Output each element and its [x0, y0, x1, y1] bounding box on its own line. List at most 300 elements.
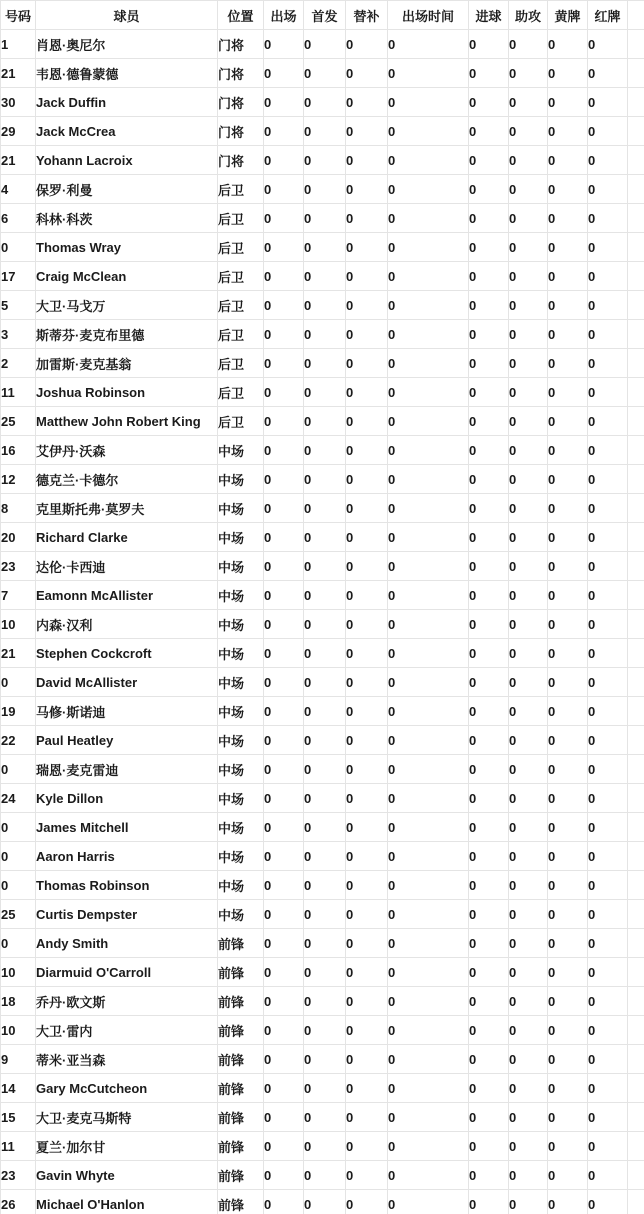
stat-yellow-cards: 0 [548, 30, 588, 59]
stat-minutes: 0 [388, 581, 469, 610]
stat-assists: 0 [509, 349, 548, 378]
player-number: 10 [1, 958, 36, 987]
stat-red-cards: 0 [588, 59, 628, 88]
stat-assists: 0 [509, 1016, 548, 1045]
table-row [1, 204, 644, 233]
player-name: 大卫·雷内 [36, 1016, 218, 1045]
stat-red-cards: 0 [588, 726, 628, 755]
stat-substitute: 0 [346, 1016, 388, 1045]
player-name: 达伦·卡西迪 [36, 552, 218, 581]
stat-substitute: 0 [346, 233, 388, 262]
column-header-number: 号码 [1, 1, 36, 30]
stat-red-cards: 0 [588, 88, 628, 117]
table-row [1, 958, 644, 987]
table-row [1, 494, 644, 523]
player-position: 前锋 [218, 1045, 264, 1074]
stat-goals: 0 [469, 30, 509, 59]
stat-yellow-cards: 0 [548, 291, 588, 320]
stat-substitute: 0 [346, 436, 388, 465]
stat-yellow-cards: 0 [548, 871, 588, 900]
stat-assists: 0 [509, 117, 548, 146]
stat-assists: 0 [509, 262, 548, 291]
table-row [1, 378, 644, 407]
stat-substitute: 0 [346, 291, 388, 320]
stat-goals: 0 [469, 668, 509, 697]
stat-substitute: 0 [346, 262, 388, 291]
stat-assists: 0 [509, 813, 548, 842]
stat-substitute: 0 [346, 755, 388, 784]
player-name: Yohann Lacroix [36, 146, 218, 175]
stat-minutes: 0 [388, 1045, 469, 1074]
stat-minutes: 0 [388, 204, 469, 233]
stat-appearances: 0 [264, 581, 304, 610]
stat-minutes: 0 [388, 59, 469, 88]
stat-yellow-cards: 0 [548, 842, 588, 871]
stat-yellow-cards: 0 [548, 436, 588, 465]
row-filler [628, 117, 644, 146]
row-filler [628, 1103, 644, 1132]
player-number: 10 [1, 610, 36, 639]
column-header-minutes: 出场时间 [388, 1, 469, 30]
stat-red-cards: 0 [588, 1103, 628, 1132]
table-row [1, 1016, 644, 1045]
stat-starts: 0 [304, 1103, 346, 1132]
row-filler [628, 30, 644, 59]
player-name: Michael O'Hanlon [36, 1190, 218, 1214]
player-name: Thomas Wray [36, 233, 218, 262]
stat-minutes: 0 [388, 349, 469, 378]
stat-goals: 0 [469, 175, 509, 204]
row-filler [628, 88, 644, 117]
player-number: 17 [1, 262, 36, 291]
stat-appearances: 0 [264, 494, 304, 523]
stat-appearances: 0 [264, 639, 304, 668]
player-name: Craig McClean [36, 262, 218, 291]
stat-yellow-cards: 0 [548, 59, 588, 88]
stat-goals: 0 [469, 610, 509, 639]
player-position: 后卫 [218, 407, 264, 436]
player-number: 3 [1, 320, 36, 349]
player-name: 蒂米·亚当森 [36, 1045, 218, 1074]
player-name: Matthew John Robert King [36, 407, 218, 436]
player-number: 0 [1, 842, 36, 871]
row-filler [628, 987, 644, 1016]
stat-goals: 0 [469, 1190, 509, 1214]
table-row [1, 320, 644, 349]
stat-appearances: 0 [264, 1016, 304, 1045]
stat-goals: 0 [469, 784, 509, 813]
table-row [1, 59, 644, 88]
stat-minutes: 0 [388, 697, 469, 726]
stat-goals: 0 [469, 1132, 509, 1161]
stat-starts: 0 [304, 436, 346, 465]
stat-starts: 0 [304, 59, 346, 88]
player-name: 瑞恩·麦克雷迪 [36, 755, 218, 784]
stat-starts: 0 [304, 1190, 346, 1214]
stat-substitute: 0 [346, 958, 388, 987]
stat-goals: 0 [469, 755, 509, 784]
stat-starts: 0 [304, 291, 346, 320]
player-name: Andy Smith [36, 929, 218, 958]
row-filler [628, 59, 644, 88]
stat-starts: 0 [304, 1074, 346, 1103]
stat-minutes: 0 [388, 929, 469, 958]
player-number: 12 [1, 465, 36, 494]
stat-yellow-cards: 0 [548, 465, 588, 494]
stat-minutes: 0 [388, 610, 469, 639]
player-position: 中场 [218, 581, 264, 610]
stat-goals: 0 [469, 349, 509, 378]
stat-goals: 0 [469, 842, 509, 871]
stat-yellow-cards: 0 [548, 117, 588, 146]
player-position: 中场 [218, 755, 264, 784]
player-name: 德克兰·卡德尔 [36, 465, 218, 494]
stat-appearances: 0 [264, 726, 304, 755]
player-number: 9 [1, 1045, 36, 1074]
stat-yellow-cards: 0 [548, 146, 588, 175]
stat-yellow-cards: 0 [548, 262, 588, 291]
table-row [1, 146, 644, 175]
stat-starts: 0 [304, 523, 346, 552]
stat-goals: 0 [469, 929, 509, 958]
row-filler [628, 900, 644, 929]
player-position: 前锋 [218, 987, 264, 1016]
stat-starts: 0 [304, 320, 346, 349]
player-position: 后卫 [218, 378, 264, 407]
column-header-yellow-cards: 黄牌 [548, 1, 588, 30]
stat-goals: 0 [469, 204, 509, 233]
stat-starts: 0 [304, 465, 346, 494]
player-position: 中场 [218, 726, 264, 755]
stat-starts: 0 [304, 1161, 346, 1190]
stat-substitute: 0 [346, 494, 388, 523]
stat-starts: 0 [304, 1016, 346, 1045]
player-number: 0 [1, 871, 36, 900]
row-filler [628, 320, 644, 349]
stat-red-cards: 0 [588, 552, 628, 581]
row-filler [628, 813, 644, 842]
stat-yellow-cards: 0 [548, 1045, 588, 1074]
stat-red-cards: 0 [588, 436, 628, 465]
stat-goals: 0 [469, 1161, 509, 1190]
player-name: 大卫·马戈万 [36, 291, 218, 320]
player-position: 后卫 [218, 320, 264, 349]
player-position: 后卫 [218, 262, 264, 291]
player-position: 中场 [218, 552, 264, 581]
stat-red-cards: 0 [588, 697, 628, 726]
stat-goals: 0 [469, 726, 509, 755]
player-number: 16 [1, 436, 36, 465]
stat-red-cards: 0 [588, 233, 628, 262]
player-name: Gavin Whyte [36, 1161, 218, 1190]
player-number: 5 [1, 291, 36, 320]
stat-yellow-cards: 0 [548, 929, 588, 958]
player-number: 25 [1, 407, 36, 436]
stat-yellow-cards: 0 [548, 581, 588, 610]
stat-substitute: 0 [346, 117, 388, 146]
stat-starts: 0 [304, 958, 346, 987]
stat-red-cards: 0 [588, 1132, 628, 1161]
stat-assists: 0 [509, 929, 548, 958]
player-number: 15 [1, 1103, 36, 1132]
table-row [1, 581, 644, 610]
stat-goals: 0 [469, 233, 509, 262]
stat-yellow-cards: 0 [548, 697, 588, 726]
stat-yellow-cards: 0 [548, 1074, 588, 1103]
player-position: 前锋 [218, 1074, 264, 1103]
table-header-row [1, 1, 644, 30]
player-number: 1 [1, 30, 36, 59]
stat-appearances: 0 [264, 958, 304, 987]
stat-assists: 0 [509, 1161, 548, 1190]
player-position: 中场 [218, 871, 264, 900]
player-position: 门将 [218, 88, 264, 117]
stat-starts: 0 [304, 929, 346, 958]
stat-minutes: 0 [388, 755, 469, 784]
table-row [1, 871, 644, 900]
player-name: 内森·汉利 [36, 610, 218, 639]
stat-substitute: 0 [346, 1103, 388, 1132]
row-filler [628, 668, 644, 697]
stat-minutes: 0 [388, 1190, 469, 1214]
row-filler [628, 552, 644, 581]
stat-minutes: 0 [388, 958, 469, 987]
row-filler [628, 175, 644, 204]
player-position: 前锋 [218, 1016, 264, 1045]
column-header-substitute: 替补 [346, 1, 388, 30]
stat-appearances: 0 [264, 871, 304, 900]
table-row [1, 291, 644, 320]
stat-yellow-cards: 0 [548, 987, 588, 1016]
row-filler [628, 146, 644, 175]
table-row [1, 755, 644, 784]
stat-minutes: 0 [388, 407, 469, 436]
player-name: James Mitchell [36, 813, 218, 842]
stat-assists: 0 [509, 88, 548, 117]
stat-yellow-cards: 0 [548, 523, 588, 552]
stat-substitute: 0 [346, 349, 388, 378]
stat-assists: 0 [509, 1132, 548, 1161]
stat-minutes: 0 [388, 1161, 469, 1190]
player-number: 0 [1, 929, 36, 958]
stat-minutes: 0 [388, 784, 469, 813]
player-position: 中场 [218, 900, 264, 929]
stat-minutes: 0 [388, 1132, 469, 1161]
player-number: 24 [1, 784, 36, 813]
stat-minutes: 0 [388, 436, 469, 465]
player-position: 中场 [218, 697, 264, 726]
stat-red-cards: 0 [588, 117, 628, 146]
stat-minutes: 0 [388, 523, 469, 552]
stat-red-cards: 0 [588, 784, 628, 813]
player-position: 后卫 [218, 204, 264, 233]
stat-minutes: 0 [388, 146, 469, 175]
player-number: 21 [1, 146, 36, 175]
row-filler [628, 755, 644, 784]
stat-substitute: 0 [346, 1190, 388, 1214]
stat-appearances: 0 [264, 465, 304, 494]
player-number: 21 [1, 59, 36, 88]
player-name: 韦恩·德鲁蒙德 [36, 59, 218, 88]
stat-assists: 0 [509, 204, 548, 233]
stat-minutes: 0 [388, 842, 469, 871]
stat-starts: 0 [304, 30, 346, 59]
stat-appearances: 0 [264, 88, 304, 117]
stat-minutes: 0 [388, 1103, 469, 1132]
stat-yellow-cards: 0 [548, 349, 588, 378]
player-number: 4 [1, 175, 36, 204]
stat-assists: 0 [509, 1045, 548, 1074]
player-position: 前锋 [218, 929, 264, 958]
stat-appearances: 0 [264, 987, 304, 1016]
stat-starts: 0 [304, 581, 346, 610]
player-number: 14 [1, 1074, 36, 1103]
stat-minutes: 0 [388, 233, 469, 262]
stat-substitute: 0 [346, 1045, 388, 1074]
stat-assists: 0 [509, 987, 548, 1016]
row-filler [628, 1074, 644, 1103]
player-name: Kyle Dillon [36, 784, 218, 813]
stat-yellow-cards: 0 [548, 639, 588, 668]
stat-goals: 0 [469, 958, 509, 987]
stat-assists: 0 [509, 1190, 548, 1214]
stat-goals: 0 [469, 378, 509, 407]
table-row [1, 465, 644, 494]
stat-goals: 0 [469, 523, 509, 552]
player-name: Curtis Dempster [36, 900, 218, 929]
stat-assists: 0 [509, 30, 548, 59]
stat-goals: 0 [469, 88, 509, 117]
stat-assists: 0 [509, 755, 548, 784]
stat-red-cards: 0 [588, 465, 628, 494]
row-filler [628, 581, 644, 610]
stat-red-cards: 0 [588, 929, 628, 958]
player-position: 中场 [218, 465, 264, 494]
table-row [1, 349, 644, 378]
stat-appearances: 0 [264, 59, 304, 88]
stat-goals: 0 [469, 59, 509, 88]
row-filler [628, 871, 644, 900]
player-position: 中场 [218, 842, 264, 871]
player-number: 7 [1, 581, 36, 610]
player-name: David McAllister [36, 668, 218, 697]
stat-substitute: 0 [346, 668, 388, 697]
stat-minutes: 0 [388, 1074, 469, 1103]
table-row [1, 88, 644, 117]
player-name: Gary McCutcheon [36, 1074, 218, 1103]
stat-yellow-cards: 0 [548, 1161, 588, 1190]
player-number: 21 [1, 639, 36, 668]
stat-minutes: 0 [388, 320, 469, 349]
player-number: 10 [1, 1016, 36, 1045]
player-number: 30 [1, 88, 36, 117]
player-number: 26 [1, 1190, 36, 1214]
stat-goals: 0 [469, 1016, 509, 1045]
table-row [1, 1190, 644, 1214]
stat-goals: 0 [469, 1103, 509, 1132]
stat-appearances: 0 [264, 30, 304, 59]
stat-yellow-cards: 0 [548, 175, 588, 204]
stat-red-cards: 0 [588, 581, 628, 610]
stat-yellow-cards: 0 [548, 233, 588, 262]
stat-assists: 0 [509, 291, 548, 320]
stat-starts: 0 [304, 1132, 346, 1161]
stat-assists: 0 [509, 59, 548, 88]
stat-substitute: 0 [346, 30, 388, 59]
stat-goals: 0 [469, 697, 509, 726]
stat-substitute: 0 [346, 59, 388, 88]
stat-red-cards: 0 [588, 407, 628, 436]
player-name: 乔丹·欧文斯 [36, 987, 218, 1016]
stat-yellow-cards: 0 [548, 610, 588, 639]
table-row [1, 117, 644, 146]
stat-appearances: 0 [264, 349, 304, 378]
player-number: 2 [1, 349, 36, 378]
stat-starts: 0 [304, 842, 346, 871]
stat-assists: 0 [509, 378, 548, 407]
stat-goals: 0 [469, 1045, 509, 1074]
player-name: Aaron Harris [36, 842, 218, 871]
stat-appearances: 0 [264, 929, 304, 958]
player-number: 25 [1, 900, 36, 929]
stat-red-cards: 0 [588, 494, 628, 523]
row-filler [628, 1161, 644, 1190]
stat-assists: 0 [509, 668, 548, 697]
player-number: 19 [1, 697, 36, 726]
stat-goals: 0 [469, 436, 509, 465]
stat-appearances: 0 [264, 784, 304, 813]
stat-red-cards: 0 [588, 175, 628, 204]
stat-red-cards: 0 [588, 349, 628, 378]
row-filler [628, 929, 644, 958]
player-name: Diarmuid O'Carroll [36, 958, 218, 987]
player-number: 0 [1, 813, 36, 842]
table-row [1, 30, 644, 59]
player-name: Thomas Robinson [36, 871, 218, 900]
stat-appearances: 0 [264, 668, 304, 697]
stat-appearances: 0 [264, 175, 304, 204]
header-filler [628, 1, 644, 30]
stat-yellow-cards: 0 [548, 407, 588, 436]
stat-appearances: 0 [264, 262, 304, 291]
stat-goals: 0 [469, 900, 509, 929]
stat-goals: 0 [469, 987, 509, 1016]
row-filler [628, 1190, 644, 1214]
stat-starts: 0 [304, 88, 346, 117]
player-number: 0 [1, 668, 36, 697]
stat-appearances: 0 [264, 378, 304, 407]
stat-starts: 0 [304, 233, 346, 262]
stat-minutes: 0 [388, 552, 469, 581]
stat-yellow-cards: 0 [548, 378, 588, 407]
stat-assists: 0 [509, 639, 548, 668]
stat-appearances: 0 [264, 1103, 304, 1132]
stat-yellow-cards: 0 [548, 1132, 588, 1161]
stat-minutes: 0 [388, 88, 469, 117]
table-row [1, 813, 644, 842]
stat-red-cards: 0 [588, 1016, 628, 1045]
stat-appearances: 0 [264, 610, 304, 639]
row-filler [628, 465, 644, 494]
stat-substitute: 0 [346, 1132, 388, 1161]
table-row [1, 900, 644, 929]
stat-starts: 0 [304, 668, 346, 697]
row-filler [628, 958, 644, 987]
player-number: 0 [1, 755, 36, 784]
stat-red-cards: 0 [588, 842, 628, 871]
stat-starts: 0 [304, 639, 346, 668]
stat-starts: 0 [304, 494, 346, 523]
